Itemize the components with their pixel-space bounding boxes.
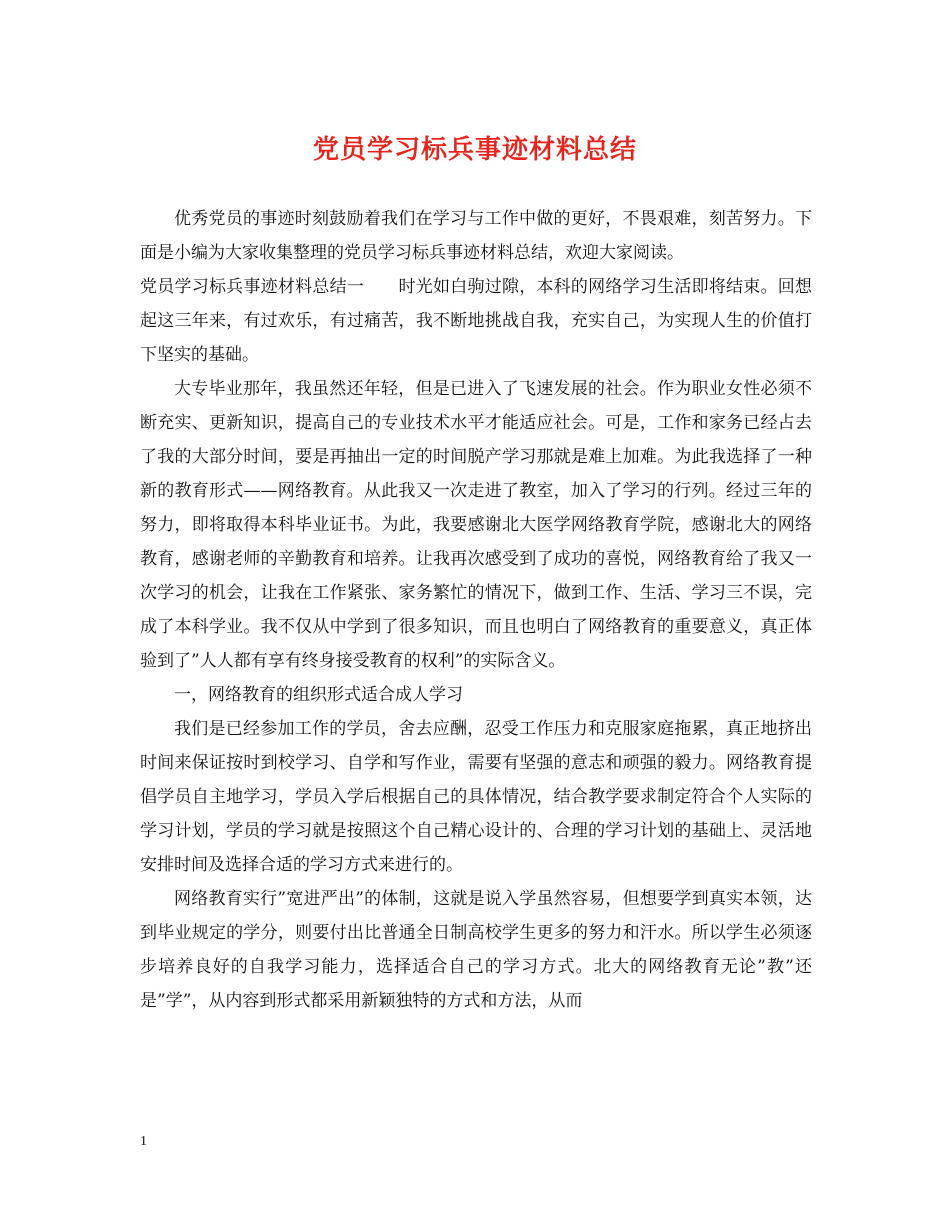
body-paragraph: 大专毕业那年，我虽然还年轻，但是已进入了飞速发展的社会。作为职业女性必须不断充实、更新知识，提高自己的专业技术水平才能适应社会。可是，工作和家务已经占去了我的大部分时间，要是再抽出一定的时间脱产学习那就是难上加难。为此我选择了一种新的教育形式——网络教育。从此我又一次走进了教室，加入了学习的行列。经过三年的努力，即将取得本科毕业证书。为此，我要感谢北大医学网络教育学院，感谢北大的网络教育，感谢老师的辛勤教育和培养。让我再次感受到了成功的喜悦，网络教育给了我又一次学习的机会，让我在工作紧张、家务繁忙的情况下，做到工作、生活、学习三不误，完成了本科学业。我不仅从中学到了很多知识，而且也明白了网络教育的重要意义，真正体验到了”人人都有享有终身接受教育的权利”的实际含义。 <box>140 379 812 671</box>
document-title: 党员学习标兵事迹材料总结 <box>312 135 637 165</box>
body-paragraph: 网络教育实行”宽进严出”的体制，这就是说入学虽然容易，但想要学到真实本领，达到毕业规定的学分，则要付出比普通全日制高校学生更多的努力和汗水。所以学生必须逐步培养良好的自我学习能力，选择适合自己的学习方式。北大的网络教育无论”教”还是”学”，从内容到形式都采用新颖独特的方式和方法，从而 <box>140 889 812 1011</box>
section-heading: 一，网络教育的组织形式适合成人学习 <box>174 685 463 705</box>
section-one-paragraph: 党员学习标兵事迹材料总结一 时光如白驹过隙，本科的网络学习生活即将结束。回想起这三年来，有过欢乐，有过痛苦，我不断地挑战自我，充实自己，为实现人生的价值打下坚实的基础。 <box>140 277 812 365</box>
page-number: 1 <box>140 1134 147 1149</box>
intro-paragraph: 优秀党员的事迹时刻鼓励着我们在学习与工作中做的更好，不畏艰难，刻苦努力。下面是小编为大家收集整理的党员学习标兵事迹材料总结，欢迎大家阅读。 <box>140 209 812 263</box>
document-body <box>140 202 812 1018</box>
body-paragraph: 我们是已经参加工作的学员，舍去应酬，忍受工作压力和克服家庭拖累，真正地挤出时间来保证按时到校学习、自学和写作业，需要有坚强的意志和顽强的毅力。网络教育提倡学员自主地学习，学员入学后根据自己的具体情况，结合教学要求制定符合个人实际的学习计划，学员的学习就是按照这个自己精心设计的、合理的学习计划的基础上、灵活地安排时间及选择合适的学习方式来进行的。 <box>140 719 812 875</box>
